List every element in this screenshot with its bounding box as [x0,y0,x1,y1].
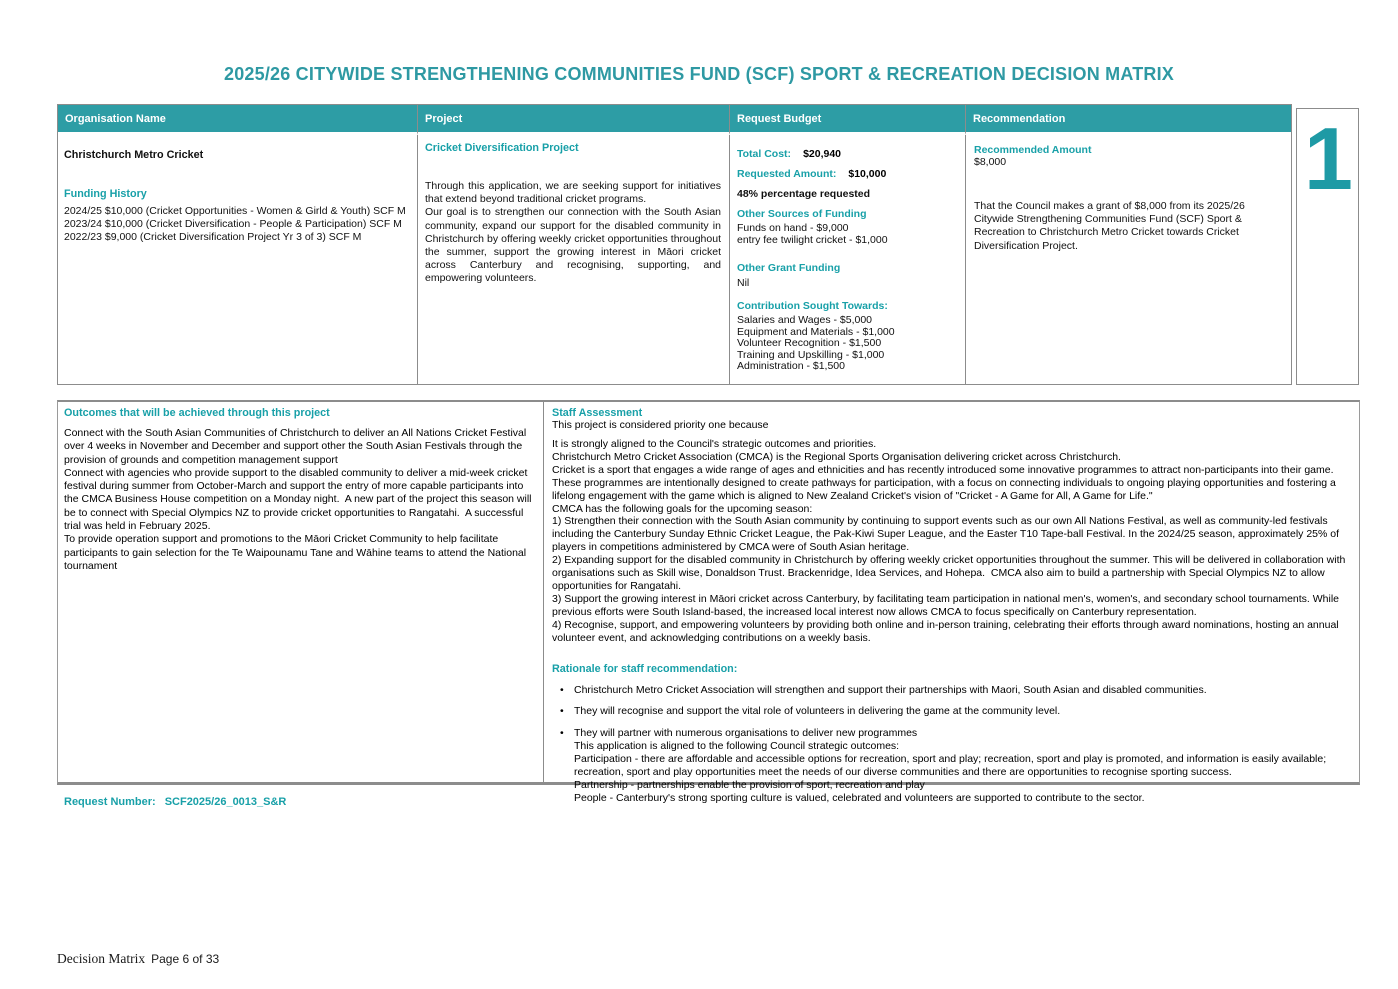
text-line: Partnership - partnerships enable the provision of sport, recreation and play [574,779,925,792]
text-line: 2023/24 $10,000 (Cricket Diversification - People & Participation) SCF M [64,218,402,230]
recommendation-text: That the Council makes a grant of $8,000 from its 2025/26 Citywide Strengthening Communities Fund (SCF) Sport & Recreation to Christchurch Metro Cricket towards Cricket Diversification Project. [974,200,1248,252]
other-sources-list [737,223,959,246]
total-cost-row [737,148,959,160]
staff-assessment-heading: Staff Assessment [552,407,643,419]
text-line: This application is aligned to the following Council strategic outcomes: [574,740,900,753]
funding-history-list [64,205,413,244]
project-description [425,180,724,286]
outcomes-text [64,427,535,573]
column-header-project: Project [418,105,730,135]
request-budget-cell [730,135,966,384]
text-line: Equipment and Materials - $1,000 [737,325,895,338]
staff-assessment-intro: This project is considered priority one because [552,419,769,431]
column-header-request-budget: Request Budget [730,105,966,135]
priority-rank-number: 1 [1304,109,1351,208]
text-line: 2) Expanding support for the disabled community in Christchurch by offering weekly cricket opportunities throughout the summer. This will be delivered in collaboration with organisations such as Skill wise, Donaldson Trust. Brackenridge, Idea Services, and Hohepa. CMCA also aim to build a partnership with Special Olympics NZ to allow opportunities for Rangatahi. [552,554,1349,592]
rationale-bullet-list [552,684,1349,741]
other-grant-value: Nil [737,277,750,289]
requested-amount-value: $10,000 [848,168,887,180]
text-line: Connect with agencies who provide support to the disabled community to deliver a mid-week cricket festival during summer from October-March and support the entry of more capable participants into the CMCA Business House competition on a Monday night. A new part of the project this season will be to connect with Special Olympics NZ to provide cricket opportunities to Rangatahi. A successful trial was held in February 2025. [64,466,535,533]
percentage-requested: 48% percentage requested [737,188,871,200]
text-line: Salaries and Wages - $5,000 [737,314,873,326]
text-line: Cricket is a sport that engages a wide range of ages and ethnicities and has recently introduced some innovative programmes to attract non-participants into their game. [552,463,1334,476]
contribution-list [737,315,959,373]
text-line: • They will partner with numerous organisations to deliver new programmes [552,727,1349,740]
text-line: Participation - there are affordable and accessible options for recreation, sport and play; recreation, sport and play is promoted, and information is easily available; recreation, sport and play opportunities meet the needs of our diverse communities and there are opportunities to recognise sporting success. [574,753,1330,779]
rationale-heading: Rationale for staff recommendation: [552,662,738,675]
text-line: 3) Support the growing interest in Māori cricket across Canterbury, by facilitating team participation in national men's, women's, and secondary school tournaments. While previous efforts were South Island-based, the increased local interest now allows CMCA to focus specifically on Canterbury representation. [552,592,1342,618]
organisation-cell [58,135,418,384]
text-line: Christchurch Metro Cricket Association (CMCA) is the Regional Sports Organisation delivering cricket across Christchurch. [552,450,1121,463]
text-line: 4) Recognise, support, and empowering volunteers by providing both online and in-person training, celebrating their efforts through award nominations, hosting an annual volunteer event, and acknowledging contributions on a weekly basis. [552,618,1342,644]
staff-assessment-panel [544,402,1359,805]
text-line: People - Canterbury's strong sporting culture is valued, celebrated and volunteers are supported to contribute to the sector. [574,792,1145,805]
staff-assessment-text [552,438,1349,645]
project-title: Cricket Diversification Project [425,142,579,154]
request-number-label: Request Number: [64,796,156,808]
text-line: 1) Strengthen their connection with the South Asian community by continuing to support events such as our own All Nations Festival, as well as community-led festivals including the Canterbury Sunday Ethnic Cricket League, the Pak-Kiwi Super League, and the Easter T10 Tape-ball Festival. In the 2024/25 season, approximately 25% of players in competitions administered by CMCA were of South Asian heritage. [552,515,1342,554]
contribution-heading: Contribution Sought Towards: [737,300,888,312]
priority-rank-box [1296,108,1359,385]
outcomes-heading: Outcomes that will be achieved through this project [64,407,330,419]
requested-amount-label: Requested Amount: [737,168,837,180]
text-line: entry fee twilight cricket - $1,000 [737,233,888,246]
footer-page-indicator: Page 6 of 33 [151,952,220,966]
text-line: • They will recognise and support the vital role of volunteers in delivering the game at the community level. [552,705,1349,718]
request-number [64,796,286,808]
total-cost-label: Total Cost: [737,148,792,160]
recommendation-cell [966,135,1291,384]
text-line: To provide operation support and promotions to the Māori Cricket Community to help facilitate participants to gain selection for the Te Waipounamu Tane and Wāhine teams to attend the National tournament [64,533,530,572]
text-line: CMCA has the following goals for the upcoming season: [552,502,813,515]
organisation-name: Christchurch Metro Cricket [64,149,204,161]
footer-document-name: Decision Matrix [57,951,146,966]
text-line: Through this application, we are seeking support for initiatives that extend beyond traditional cricket programs. [425,180,724,206]
column-header-organisation: Organisation Name [58,105,418,135]
page-title: 2025/26 CITYWIDE STRENGTHENING COMMUNITIES FUND (SCF) SPORT & RECREATION DECISION MATRIX [224,64,1174,84]
text-line: Administration - $1,500 [737,360,845,372]
project-cell [418,135,730,384]
funding-history-heading: Funding History [64,188,147,200]
recommended-amount-heading: Recommended Amount [974,144,1092,156]
page-footer [57,950,219,968]
text-line: Volunteer Recognition - $1,500 [737,337,882,349]
request-number-value: SCF2025/26_0013_S&R [164,796,287,808]
text-line: • Christchurch Metro Cricket Association will strengthen and support their partnerships with Maori, South Asian and disabled communities. [552,684,1349,697]
decision-matrix-table [57,104,1292,385]
requested-amount-row [737,168,959,180]
text-line: These programmes are intentionally designed to create pathways for participation, with a focus on connecting individuals to ongoing playing opportunities and fostering a lifelong engagement with the game which is aligned to New Zealand Cricket's vision of "Cricket - A Game for All, A Game for Life." [552,476,1339,502]
column-header-recommendation: Recommendation [966,105,1291,135]
total-cost-value: $20,940 [803,148,842,160]
text-line: Our goal is to strengthen our connection with the South Asian community, expand our support for the disabled community in Christchurch by offering weekly cricket opportunities throughout the summer, support the growing interest in Māori cricket across Canterbury and recognising, supporting, and empowering volunteers. [425,206,724,285]
text-line: It is strongly aligned to the Council's strategic outcomes and priorities. [552,438,877,450]
recommended-amount-value: $8,000 [974,156,1007,168]
other-sources-heading: Other Sources of Funding [737,208,867,220]
rationale-continuation [574,740,1349,805]
text-line: 2024/25 $10,000 (Cricket Opportunities - Women & Girld & Youth) SCF M [64,205,406,217]
other-grant-heading: Other Grant Funding [737,262,841,274]
text-line: Training and Upskilling - $1,000 [737,348,885,361]
text-line: Funds on hand - $9,000 [737,222,849,234]
text-line: Connect with the South Asian Communities of Christchurch to deliver an All Nations Cricket Festival over 4 weeks in November and December and support other the South Asian Festivals through the provision of grounds and competition management support [64,427,530,466]
outcomes-panel [58,402,544,782]
text-line: 2022/23 $9,000 (Cricket Diversification Project Yr 3 of 3) SCF M [64,231,362,243]
